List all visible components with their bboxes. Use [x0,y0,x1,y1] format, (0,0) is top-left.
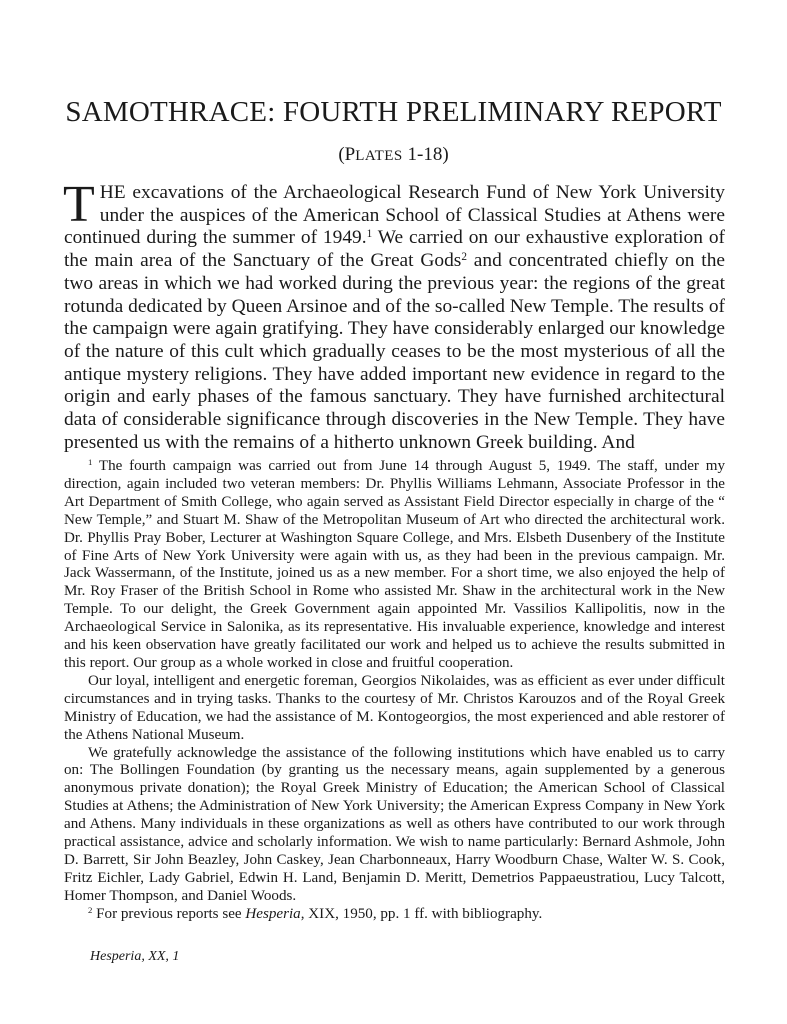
footnote-2-marker: 2 [88,904,93,915]
drop-cap: T [63,176,95,233]
plates-word-capital: P [344,144,356,165]
plates-open-paren: ( [338,144,345,165]
plates-close-paren: ) [442,144,449,165]
lead-word: HE [99,182,126,203]
footnote-1-paragraph-3: We gratefully acknowledge the assistance of the following institutions which have enabled us to carry on: The Bollingen Foundation (by granting us the necessary means, again supplemented by a generous anonymous private donation); the Royal Greek Ministry of Education; the American School of Classical Studies at Athens; the Administration of New York University; the American Express Company in New York and Athens. Many individuals in these organizations as well as others have contributed to our work through practical assistance, advice and scholarly information. We wish to name particularly: Bernard Ashmole, John D. Barrett, Sir John Beazley, John Caskey, Jean Charbonneaux, Harry Woodburn Chase, Walter W. S. Cook, Fritz Eichler, Lady Gabriel, Edwin H. Land, Benjamin D. Meritt, Demetrios Pappaeustratiou, Lucy Talcott, Homer Thompson, and Daniel Woods. [64,744,725,904]
footnote-2-text-before: For previous reports see [92,905,246,922]
body-text-part-2: We carried on our exhaustive exploration of the main area of the Sanctuary of the Great Gods [64,227,725,272]
footnotes [64,458,725,924]
article-title: SAMOTHRACE: FOURTH PRELIMINARY REPORT [65,96,722,128]
plates-word-smallcaps: LATES [355,148,403,164]
body-paragraph [63,176,726,454]
footnote-2-text-after: , XIX, 1950, pp. 1 ff. with bibliography. [300,905,543,922]
footnote-2 [64,906,725,924]
footnote-1-paragraph-2: Our loyal, intelligent and energetic foreman, Georgios Nikolaides, was as efficient as ever under difficult circumstances and in trying tasks. Thanks to the courtesy of Mr. Christos Karouzos and of the Royal Greek Ministry of Education, we had the assistance of M. Kontogeorgios, the most experienced and able restorer of the Athens National Museum. [64,672,725,743]
footnote-1-paragraph-1 [64,458,725,673]
body-text-part-1: excavations of the Archaeological Research Fund of New York University under the auspices of the American School of Classical Studies at Athens were continued during the summer of 1949. [64,182,725,249]
plates-range: 1-18 [402,144,443,165]
body-text-part-3: and concentrated chiefly on the two areas in which we had worked during the previous year: the regions of the great rotunda dedicated by Queen Arsinoe and of the so-called New Temple. The results of the campaign were again gratifying. They have considerably enlarged our knowledge of the nature of this cult which gradually ceases to be the most mysterious of all the antique mystery religions. They have added important new evidence in regard to the origin and early phases of the famous sanctuary. They have furnished architectural data of considerable significance through discoveries in the New Temple. They have presented us with the remains of a hitherto unknown Greek building. And [64,250,726,453]
page-signature: Hesperia, XX, 1 [90,949,180,964]
footnote-2-reference[interactable]: 2 [461,250,467,263]
plates-reference [60,144,727,166]
footnote-1-text-1: The fourth campaign was carried out from June 14 through August 5, 1949. The staff, under my direction, again included two veteran members: Dr. Phyllis Williams Lehmann, Associate Professor in the Art Department of Smith College, who again served as Assistant Field Director especially in charge of the “ New Temple,” and Stuart M. Shaw of the Metropolitan Museum of Art who directed the architectural work. Dr. Phyllis Pray Bober, Lecturer at Washington Square College, and Mrs. Elsbeth Dusenbery of the Institute of Fine Arts of New York University were again with us, as they had been in the previous campaign. Mr. Jack Wassermann, of the Institute, joined us as a new member. For a short time, we also enjoyed the help of Mr. Roy Fraser of the British School in Rome who assisted Mr. Shaw in the architectural work in the New Temple. To our delight, the Greek Government again appointed Mr. Vassilios Kallipolitis, now in the Archaeological Service in Salonika, as its representative. His invaluable experience, knowledge and interest and his keen observation have greatly facilitated our work and helped us to achieve the results submitted in this report. Our group as a whole worked in close and fruitful cooperation. [64,458,725,671]
footnote-1-reference[interactable]: 1 [366,228,373,241]
footnote-2-journal: Hesperia [245,905,301,922]
footnote-1-marker: 1 [88,457,93,468]
